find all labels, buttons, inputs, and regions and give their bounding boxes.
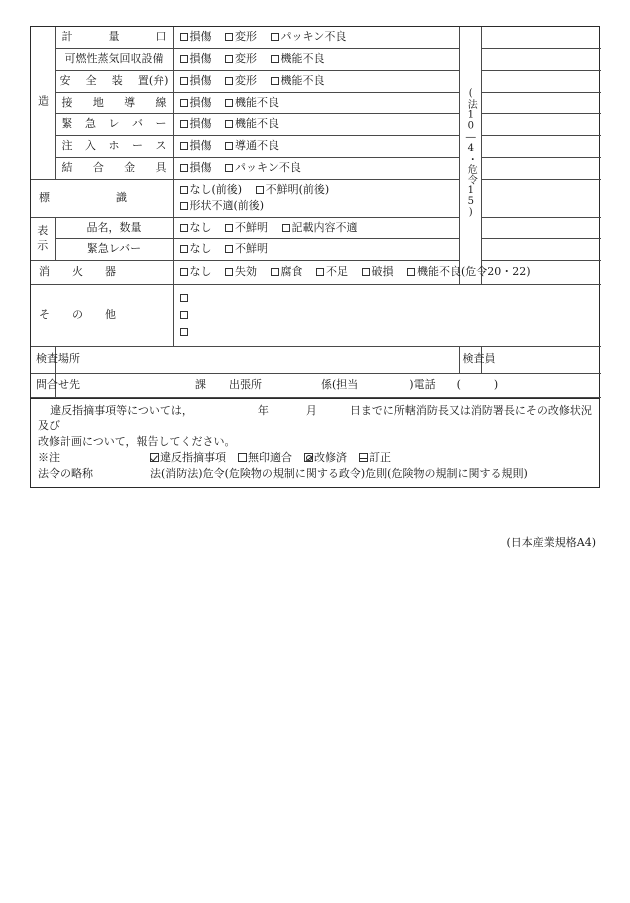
checkbox-label: 損傷 (189, 161, 212, 175)
inspector-label-cell (459, 346, 496, 373)
contact-charge-open: 係(担当 (321, 377, 359, 391)
checkbox-option[interactable] (271, 74, 325, 89)
checkbox-option[interactable] (271, 265, 303, 280)
legend-label: ※注 (38, 451, 60, 465)
checkbox-option[interactable] (225, 117, 279, 132)
checkbox-icon[interactable] (225, 142, 233, 150)
row-label-part: 装 (111, 73, 123, 87)
table-row (31, 239, 601, 261)
legend-item-conforming (238, 450, 292, 466)
legend-item-label: 改修済 (314, 451, 347, 465)
checkbox-icon[interactable] (180, 186, 188, 194)
row-label-part: 急 (85, 117, 96, 131)
checkbox-icon[interactable] (180, 120, 188, 128)
remark-cell[interactable] (481, 48, 601, 70)
checkbox-label: 破損 (371, 265, 394, 279)
checkbox-option[interactable] (180, 183, 243, 198)
category-other-label: そ の 他 (39, 307, 116, 321)
contact-branch: 出張所 (229, 377, 262, 391)
inspection-place-label-cell (31, 346, 80, 373)
checkbox-label: 損傷 (189, 51, 212, 65)
legend-item-label: 訂正 (369, 451, 391, 465)
checkbox-icon[interactable] (225, 120, 233, 128)
empty-box-icon (238, 453, 247, 462)
checkbox-label: パッキン不良 (235, 161, 301, 175)
notes-line-2: 改修計画について，報告してください。 (38, 435, 236, 449)
inspection-place-label: 検査場所 (36, 352, 80, 366)
options-filling-hose (173, 136, 459, 158)
checkbox-icon[interactable] (180, 142, 188, 150)
checkbox-option[interactable] (225, 96, 279, 111)
checkbox-option[interactable] (256, 183, 330, 198)
checkbox-option[interactable] (180, 30, 212, 45)
checkbox-icon[interactable] (180, 294, 188, 302)
remark-cell[interactable] (481, 114, 601, 136)
remark-cell[interactable] (481, 217, 601, 239)
remark-cell[interactable] (481, 239, 601, 261)
checkbox-icon[interactable] (180, 311, 188, 319)
table-row (31, 158, 601, 180)
checkbox-label: 記載内容不適 (291, 220, 358, 234)
checkbox-label: 損傷 (189, 30, 212, 43)
category-display (31, 217, 82, 261)
checkbox-label: 変形 (235, 30, 257, 43)
options-keiryoko (173, 27, 459, 48)
remark-cell[interactable] (481, 136, 601, 158)
row-label-part: ス (155, 139, 167, 153)
legend-item-label: 無印適合 (248, 451, 292, 465)
category-display-label: 表 示 (37, 224, 82, 252)
checkbox-option[interactable] (180, 74, 212, 89)
checkbox-icon[interactable] (225, 268, 233, 276)
options-sign (173, 179, 459, 217)
checkbox-label: 機能不良 (235, 95, 279, 109)
row-label-safety-valve (55, 70, 173, 92)
remark-cell[interactable] (481, 70, 601, 92)
checked-box-icon (150, 453, 159, 462)
row-label-vapor-recovery (55, 48, 173, 70)
checkbox-option[interactable] (180, 221, 212, 236)
legend-item-label: 違反指摘事項 (160, 451, 226, 465)
options-vapor-recovery (173, 48, 459, 70)
checkbox-label: 腐食 (280, 265, 303, 279)
checkbox-icon[interactable] (180, 328, 188, 336)
options-other (173, 285, 601, 347)
checkbox-option[interactable] (225, 139, 279, 154)
notes-block (31, 398, 599, 488)
checkbox-option[interactable] (225, 74, 257, 89)
checkbox-label: 機能不良 (280, 51, 325, 65)
checkbox-icon[interactable] (180, 224, 188, 232)
row-label-part: 置(弁) (137, 73, 169, 87)
inspector-label: 検査員 (462, 352, 496, 366)
option-line (180, 199, 453, 214)
category-structure-label: 造 (36, 94, 50, 107)
checkbox-icon[interactable] (180, 268, 188, 276)
checkbox-icon[interactable] (271, 33, 279, 41)
blank-checkbox-row[interactable] (180, 291, 596, 306)
checkbox-option[interactable] (225, 161, 301, 176)
row-label-part: ー (155, 117, 167, 131)
row-label-part: 量 (108, 30, 120, 43)
checkbox-label: パッキン不良 (280, 30, 347, 43)
legal-reference-column (459, 27, 481, 285)
checkbox-option[interactable] (180, 52, 212, 67)
checkbox-label: 不足 (326, 265, 348, 279)
checkbox-label: 導通不良 (235, 139, 279, 153)
legend-item-corrected (359, 450, 391, 466)
checkbox-icon[interactable] (256, 186, 264, 194)
circle-slash-box-icon (304, 453, 313, 462)
checkbox-label: なし (189, 242, 212, 256)
checkbox-label: 損傷 (189, 117, 212, 131)
row-label-grounding-wire (55, 92, 173, 114)
category-structure (31, 27, 55, 179)
blank-checkbox-row[interactable] (180, 325, 596, 340)
checkbox-icon[interactable] (180, 99, 188, 107)
checkbox-icon[interactable] (316, 268, 324, 276)
checkbox-option[interactable] (282, 221, 358, 236)
row-label-part: 全 (85, 73, 97, 87)
inspector-value[interactable] (481, 346, 601, 373)
row-label-part: レ (108, 117, 120, 131)
checkbox-option[interactable] (180, 117, 212, 132)
table-row (31, 70, 601, 92)
contact-phone-open: ( (456, 377, 461, 391)
checkbox-label: 形状不適(前後) (189, 198, 265, 212)
notes-line1-b: 日までに所轄消防長又は消防署長にその改修状況及び (38, 403, 592, 433)
category-sign-label: 標 識 (39, 190, 127, 204)
subrow-label: 緊急レバー (86, 242, 142, 256)
row-label-part: 導 (124, 95, 136, 109)
abbreviation-label: 法令の略称 (38, 467, 93, 481)
options-emergency-lever (173, 114, 459, 136)
abbreviation-text: 法(消防法)危令(危険物の規制に関する政令)危則(危険物の規制に関する規則) (150, 467, 528, 481)
options-display-emergency-lever (173, 239, 459, 261)
contact-label-cell (31, 373, 80, 397)
checkbox-icon[interactable] (282, 224, 290, 232)
checkbox-option[interactable] (362, 265, 394, 280)
checkbox-label: なし(前後) (189, 182, 243, 196)
table-row (31, 285, 601, 347)
options-safety-valve (173, 70, 459, 92)
inspection-place-value[interactable] (55, 346, 459, 373)
contact-value-cell[interactable] (55, 373, 601, 397)
checkbox-icon[interactable] (362, 268, 370, 276)
checkbox-icon[interactable] (225, 164, 233, 172)
category-extinguisher-label: 消 火 器 (39, 265, 116, 279)
contact-charge-close: )電話 (409, 377, 436, 391)
checkbox-label: なし (189, 220, 212, 234)
row-label-part: 可燃性蒸気回収設備 (64, 51, 164, 65)
checkbox-option[interactable] (180, 242, 212, 257)
checkbox-option[interactable] (225, 30, 257, 45)
paper-size-note: (日本産業規格A4) (506, 536, 596, 549)
checkbox-option[interactable] (180, 199, 265, 214)
row-label-part: 安 (59, 73, 71, 87)
category-other (31, 285, 173, 347)
checkbox-icon[interactable] (225, 33, 233, 41)
checkbox-icon[interactable] (180, 77, 188, 85)
checkbox-option[interactable] (180, 265, 212, 280)
row-label-part: 具 (155, 161, 167, 175)
remark-cell[interactable] (481, 27, 601, 48)
row-label-part: 地 (92, 95, 104, 109)
checkbox-option[interactable] (180, 139, 212, 154)
checkbox-icon[interactable] (271, 77, 279, 85)
table-row (31, 92, 601, 114)
checkbox-icon[interactable] (180, 33, 188, 41)
checkbox-label: 不鮮明(前後) (265, 182, 330, 196)
checkbox-icon[interactable] (271, 55, 279, 63)
legal-reference-label: (法10―4・危令15) (465, 87, 477, 219)
checkbox-label: 損傷 (189, 73, 212, 87)
row-label-part: 接 (61, 95, 73, 109)
row-label-part: 計 (61, 30, 73, 43)
checkbox-label: 不鮮明 (235, 220, 268, 234)
contact-label: 問合せ先 (36, 377, 80, 391)
legend-item-repaired (304, 450, 347, 466)
checkbox-label: 機能不良 (235, 117, 279, 131)
checkbox-label: 変形 (235, 73, 257, 87)
table-row (31, 217, 601, 239)
table-row (31, 261, 601, 285)
checkbox-icon[interactable] (225, 224, 233, 232)
row-label-part: 結 (61, 161, 73, 175)
subrow-label-emergency-lever (55, 239, 173, 261)
checkbox-icon[interactable] (225, 77, 233, 85)
notes-line1-a: 違反指摘事項等については， (50, 403, 193, 417)
checkbox-icon[interactable] (180, 164, 188, 172)
row-label-part: ホ (108, 139, 120, 153)
remark-cell[interactable] (481, 158, 601, 180)
contact-phone-close: ) (493, 377, 499, 391)
table-row (31, 136, 601, 158)
checkbox-label: 損傷 (189, 139, 212, 153)
row-label-part: 金 (124, 161, 136, 175)
row-label-keiryoko (55, 27, 173, 48)
table-row (31, 373, 601, 397)
checkbox-option[interactable] (180, 96, 212, 111)
checkbox-label: 失効 (235, 265, 257, 279)
notes-month-label: 月 (305, 403, 317, 417)
checkbox-icon[interactable] (180, 245, 188, 253)
checkbox-option[interactable] (225, 242, 268, 257)
options-extinguisher (173, 261, 601, 285)
row-label-part: バ (132, 117, 143, 131)
checkbox-icon[interactable] (180, 55, 188, 63)
option-line (180, 183, 453, 198)
table-row (31, 114, 601, 136)
remark-cell[interactable] (481, 179, 601, 217)
table-row (31, 27, 601, 48)
checkbox-option[interactable] (271, 30, 347, 45)
legend-item-violation (150, 450, 226, 466)
table-row (31, 48, 601, 70)
checkbox-icon[interactable] (225, 99, 233, 107)
checkbox-option[interactable] (180, 161, 212, 176)
row-label-filling-hose (55, 136, 173, 158)
checkbox-option[interactable] (225, 52, 257, 67)
notes-line-1 (38, 403, 592, 435)
subrow-label: 品名，数量 (86, 220, 142, 234)
checkbox-label: 機能不良(危令20・22) (417, 265, 531, 279)
notes-year-label: 年 (257, 403, 269, 417)
inspection-table (31, 27, 601, 398)
checkbox-option[interactable] (225, 221, 268, 236)
options-grounding-wire (173, 92, 459, 114)
row-label-part: 口 (155, 30, 167, 43)
table-row (31, 346, 601, 373)
checkbox-icon[interactable] (407, 268, 415, 276)
options-name-quantity (173, 217, 459, 239)
legend-row (38, 450, 592, 466)
checkbox-option[interactable] (271, 52, 325, 67)
barred-box-icon (359, 453, 368, 462)
abbreviation-row (38, 466, 592, 482)
checkbox-icon[interactable] (225, 245, 233, 253)
checkbox-label: なし (189, 265, 212, 279)
row-label-part: 入 (85, 139, 96, 153)
checkbox-option[interactable] (407, 265, 531, 280)
category-extinguisher (31, 261, 173, 285)
remark-cell[interactable] (481, 92, 601, 114)
checkbox-icon[interactable] (225, 55, 233, 63)
checkbox-option[interactable] (316, 265, 348, 280)
checkbox-option[interactable] (225, 265, 257, 280)
row-label-part: 注 (61, 139, 73, 153)
checkbox-icon[interactable] (180, 202, 188, 210)
row-label-coupling (55, 158, 173, 180)
blank-checkbox-row[interactable] (180, 308, 596, 323)
table-row (31, 179, 601, 217)
inspection-form (30, 26, 600, 488)
checkbox-label: 損傷 (189, 95, 212, 109)
row-label-part: ー (132, 139, 143, 153)
category-sign (31, 179, 173, 217)
row-label-emergency-lever (55, 114, 173, 136)
checkbox-label: 変形 (235, 51, 257, 65)
contact-section: 課 (195, 377, 206, 391)
checkbox-icon[interactable] (271, 268, 279, 276)
row-label-part: 合 (92, 161, 104, 175)
checkbox-label: 不鮮明 (235, 242, 268, 256)
row-label-part: 線 (155, 95, 167, 109)
checkbox-label: 機能不良 (280, 73, 325, 87)
row-label-part: 緊 (61, 117, 73, 131)
options-coupling (173, 158, 459, 180)
